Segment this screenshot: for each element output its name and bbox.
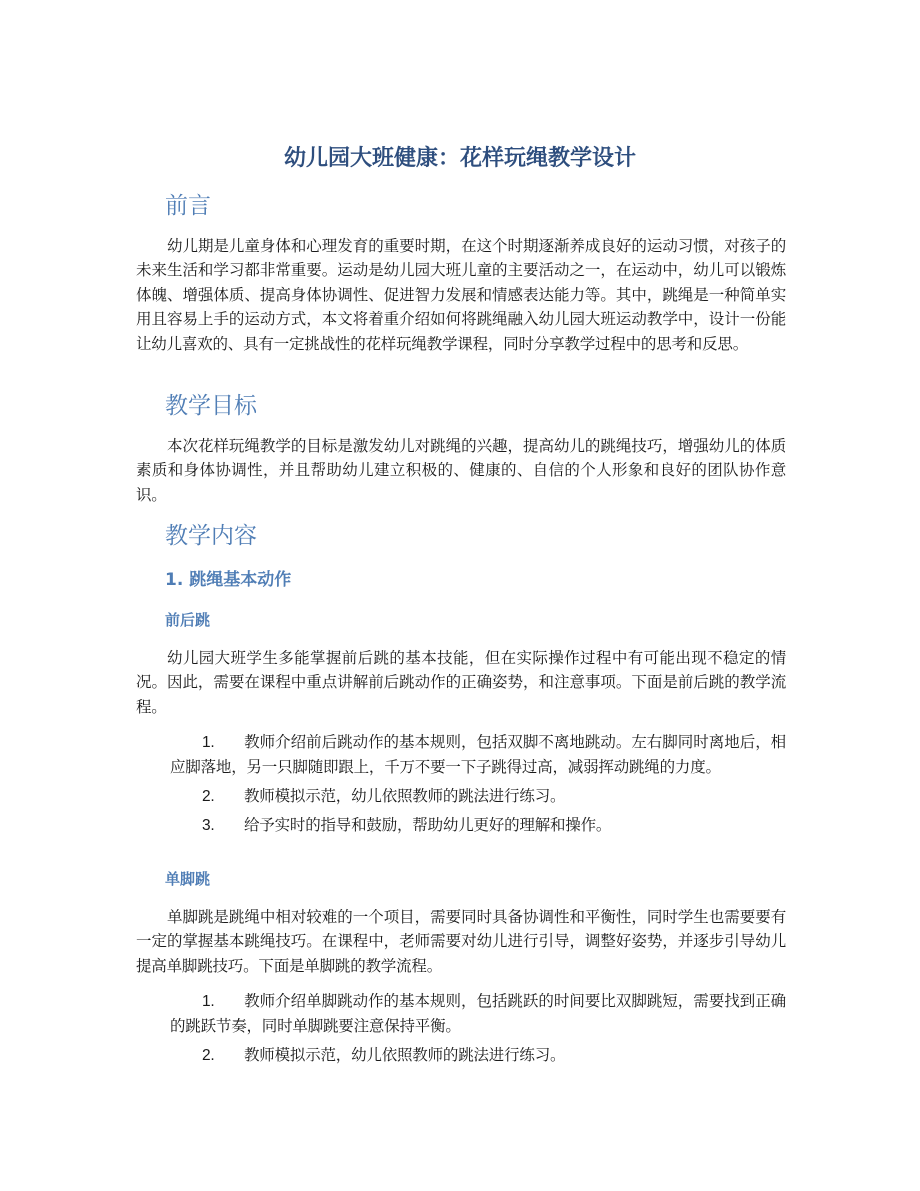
heading-preface: 前言 [165,193,211,219]
paragraph-preface: 幼儿期是儿童身体和心理发育的重要时期，在这个时期逐渐养成良好的运动习惯，对孩子的未来生活和学习都非常重要。运动是幼儿园大班儿童的主要活动之一，在运动中，幼儿可以锻炼体魄、增强体质、提高身体协调性、促进智力发展和情感表达能力等。其中，跳绳是一种简单实用且容易上手的运动方式，本文将着重介绍如何将跳绳融入幼儿园大班运动教学中，设计一份能让幼儿喜欢的、具有一定挑战性的花样玩绳教学课程，同时分享教学过程中的思考和反思。 [136,237,786,353]
list-text: 教师模拟示范，幼儿依照教师的跳法进行练习。 [244,1045,566,1064]
list-item [170,784,786,809]
list-number: 2. [202,787,215,805]
paragraph-single-foot-jump: 单脚跳是跳绳中相对较难的一个项目，需要同时具备协调性和平衡性，同时学生也需要要有一定的掌握基本跳绳技巧。在课程中，老师需要对幼儿进行引导，调整好姿势，并逐步引导幼儿提高单脚跳技巧。下面是单脚跳的教学流程。 [136,908,786,975]
paragraph-goals: 本次花样玩绳教学的目标是激发幼儿对跳绳的兴趣，提高幼儿的跳绳技巧，增强幼儿的体质素质和身体协调性，并且帮助幼儿建立积极的、健康的、自信的个人形象和良好的团队协作意识。 [136,437,786,504]
list-single-foot-steps [170,989,786,1072]
list-number: 2. [202,1046,215,1064]
list-item [170,989,786,1039]
paragraph-front-back-jump: 幼儿园大班学生多能掌握前后跳的基本技能，但在实际操作过程中有可能出现不稳定的情况。因此，需要在课程中重点讲解前后跳动作的正确姿势，和注意事项。下面是前后跳的教学流程。 [136,649,786,716]
heading-front-back-jump: 前后跳 [165,611,211,629]
list-text: 教师介绍前后跳动作的基本规则，包括双脚不离地跳动。左右脚同时离地后，相应脚落地，另一只脚随即跟上，千万不要一下子跳得过高，减弱挥动跳绳的力度。 [170,733,786,777]
list-number: 3. [202,817,215,835]
list-text: 教师模拟示范，幼儿依照教师的跳法进行练习。 [244,786,566,805]
subheading-basic-moves: 1. 跳绳基本动作 [165,570,292,590]
list-text: 给予实时的指导和鼓励，帮助幼儿更好的理解和操作。 [244,816,612,835]
heading-single-foot-jump: 单脚跳 [165,870,211,888]
list-item [170,730,786,780]
heading-content: 教学内容 [165,523,257,549]
list-number: 1. [202,734,215,751]
heading-goals: 教学目标 [165,393,257,419]
list-front-back-steps [170,730,786,843]
list-number: 1. [202,993,215,1010]
list-item [170,1043,786,1068]
list-text: 教师介绍单脚跳动作的基本规则，包括跳跃的时间要比双脚跳短，需要找到正确的跳跃节奏，同时单脚跳要注意保持平衡。 [170,992,786,1036]
document-title: 幼儿园大班健康：花样玩绳教学设计 [283,146,636,171]
list-item [170,813,786,838]
